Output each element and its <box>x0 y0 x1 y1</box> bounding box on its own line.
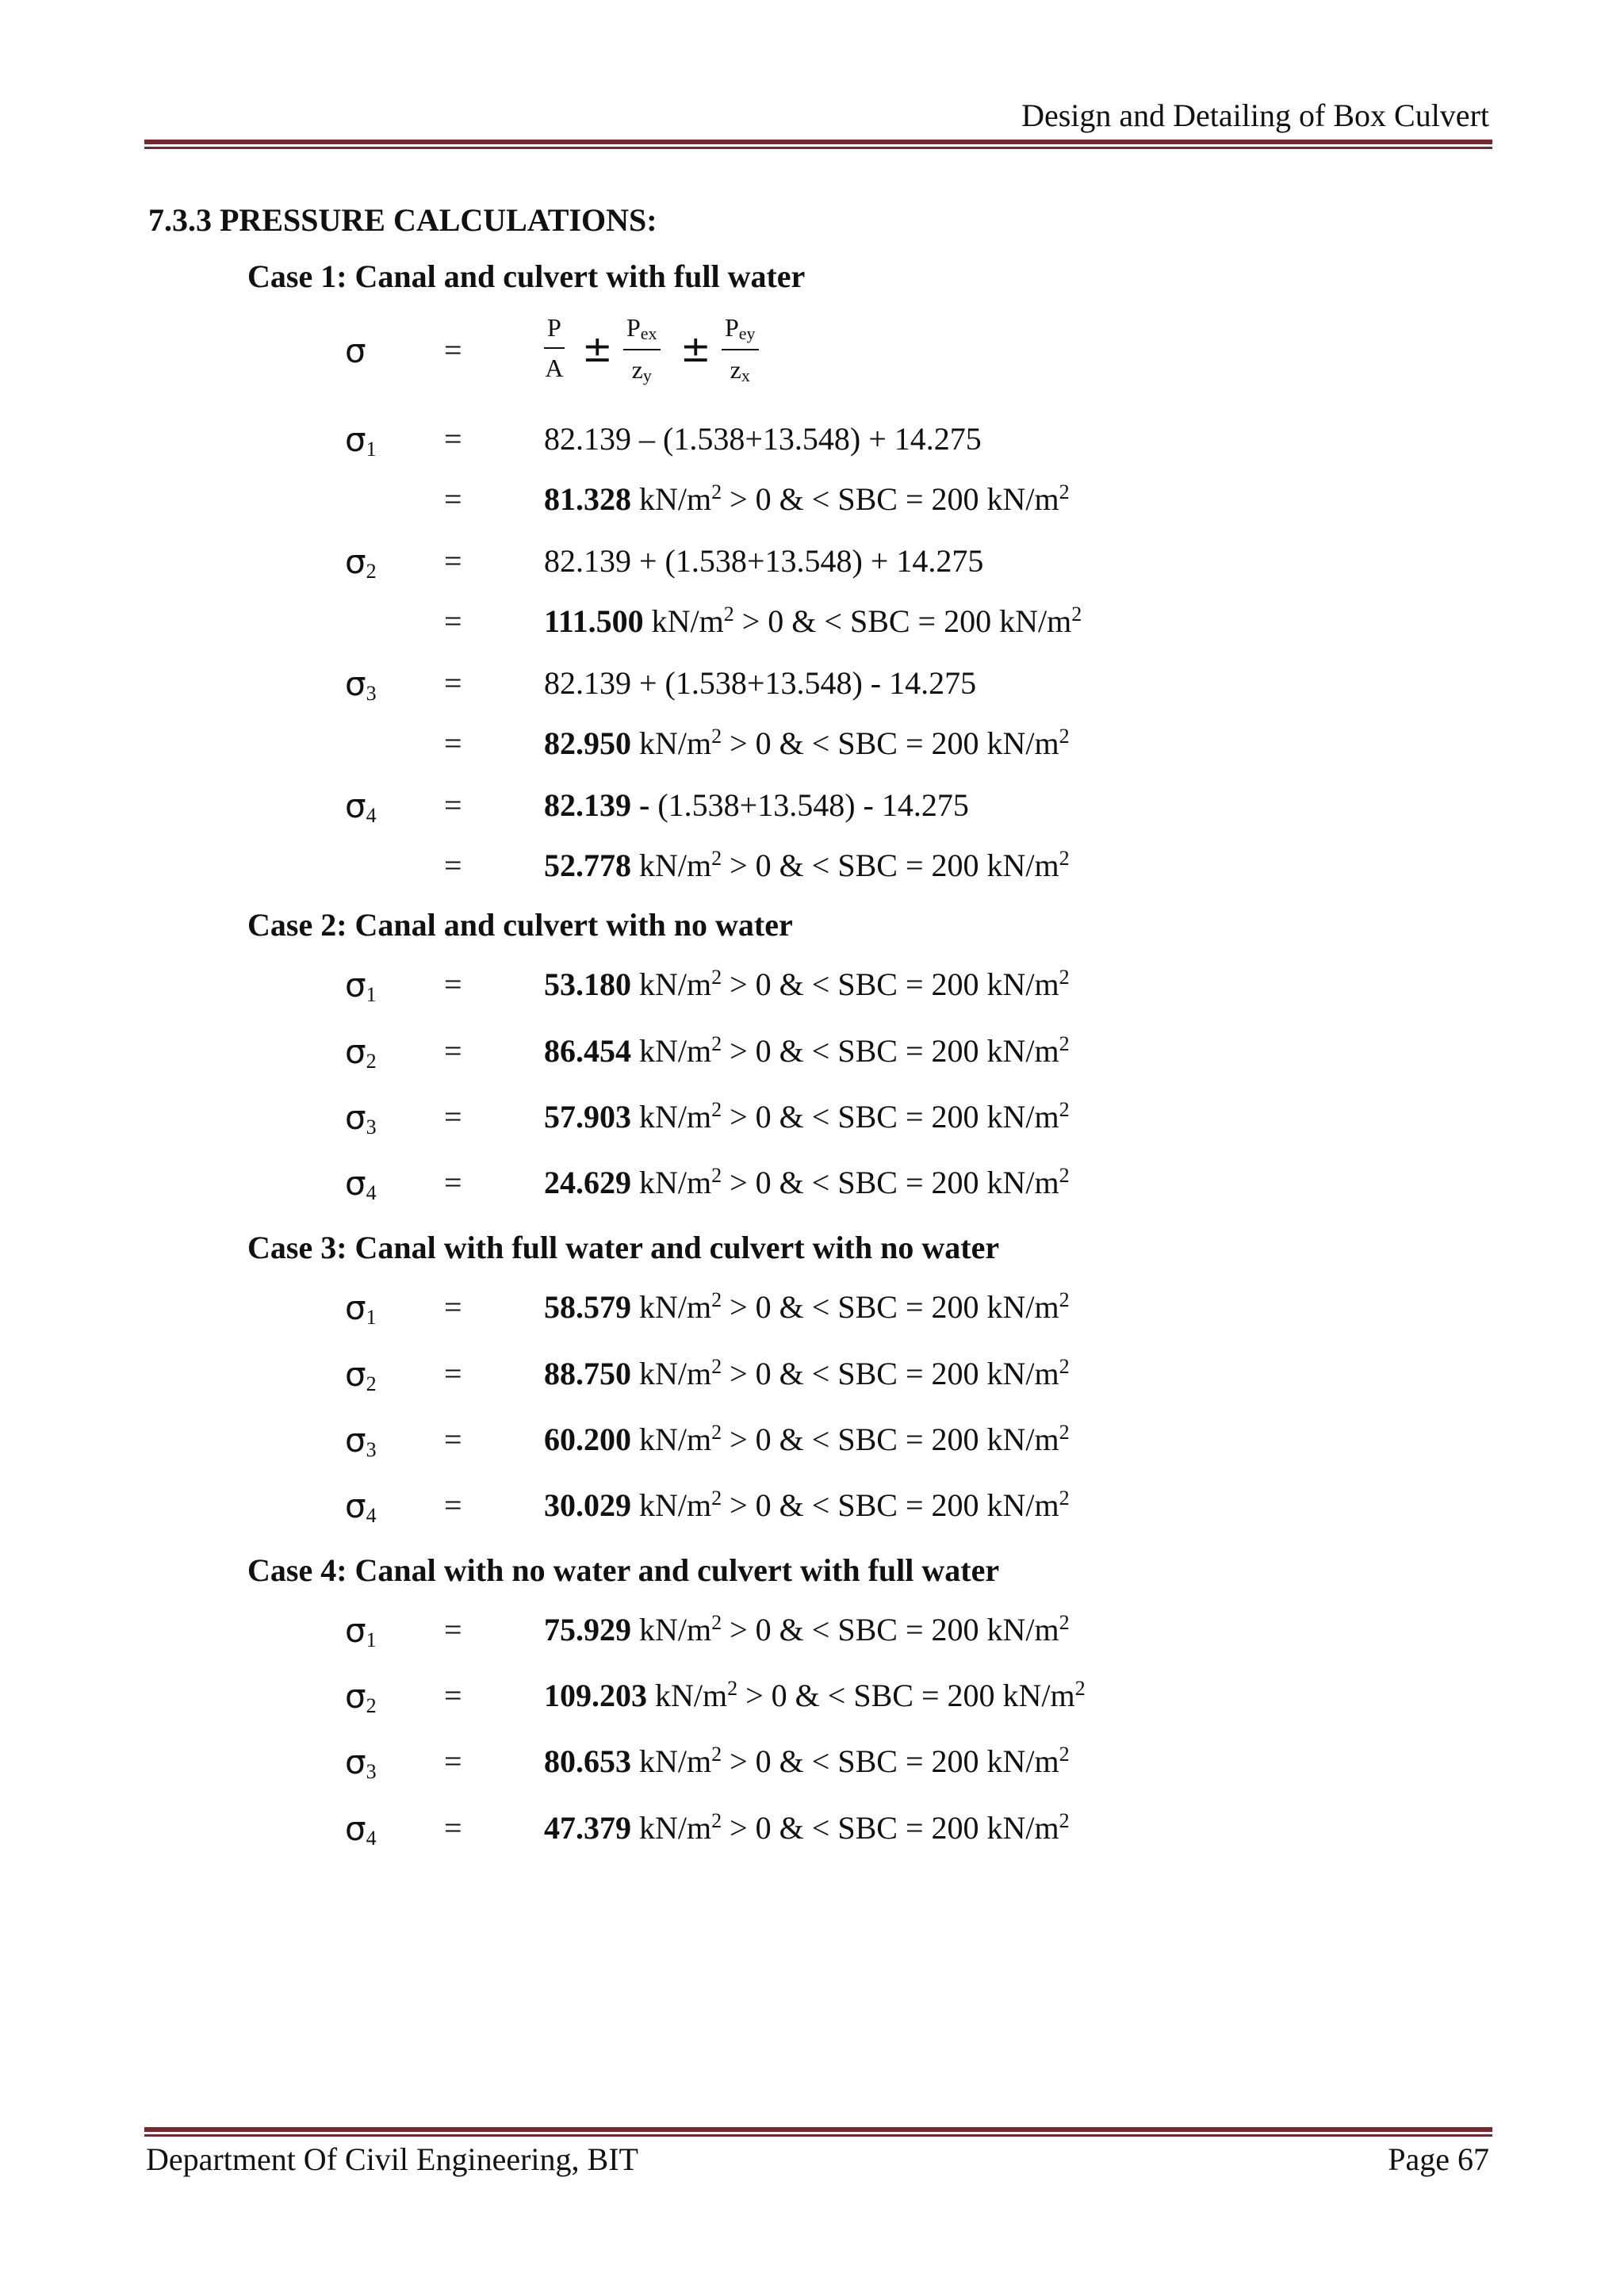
sigma-symbol: $\sigma_4$ <box>345 1487 377 1527</box>
sigma-symbol: $\sigma_2$ <box>345 1355 377 1395</box>
result-value: 109.203 $kN/m^2 > 0$ & < SBC = 200 $kN/m^2$ <box>544 1677 1086 1713</box>
sigma-symbol: $\sigma_3$ <box>345 1743 377 1783</box>
result-value: 60.200 $kN/m^2 > 0$ & < SBC = 200 $kN/m^2$ <box>544 1421 1070 1457</box>
case-4-row: $\sigma_1$ = 75.929 $kN/m^2 > 0$ & < SBC = 200 $kN/m^2$ <box>345 1611 1070 1651</box>
result-value: 111.500 $kN/m^2 > 0$ & < SBC = 200 $kN/m^2$ <box>544 603 1082 639</box>
section-title: 7.3.3 PRESSURE CALCULATIONS: <box>148 202 657 238</box>
case-3-title: Case 3: Canal with full water and culvert with no water <box>247 1230 1000 1265</box>
expression: 82.139 + (1.538+13.548) + 14.275 <box>544 543 984 579</box>
case-1-title: Case 1: Canal and culvert with full water <box>247 258 806 294</box>
case-2-row: $\sigma_1$ = 53.180 $kN/m^2 > 0$ & < SBC = 200 $kN/m^2$ <box>345 966 1070 1006</box>
case-4-row: $\sigma_3$ = 80.653 $kN/m^2 > 0$ & < SBC = 200 $kN/m^2$ <box>345 1743 1070 1783</box>
sigma-symbol: $\sigma_4$ <box>345 1164 377 1204</box>
case-3-row: $\sigma_2$ = 88.750 $kN/m^2 > 0$ & < SBC = 200 $kN/m^2$ <box>345 1355 1070 1395</box>
result-value: 58.579 $kN/m^2 > 0$ & < SBC = 200 $kN/m^2$ <box>544 1288 1070 1325</box>
sigma-symbol: $\sigma_2$ <box>345 542 377 583</box>
case-1-row: $\sigma_3$ = 82.139 + (1.538+13.548) - 14.275 <box>345 664 977 705</box>
sigma-symbol: $\sigma_3$ <box>345 1098 377 1138</box>
sigma-symbol: $\sigma_1$ <box>345 1288 377 1329</box>
result-value: 47.379 $kN/m^2 > 0$ & < SBC = 200 $kN/m^2$ <box>544 1809 1070 1846</box>
result-value: 82.950 $kN/m^2 > 0$ & < SBC = 200 $kN/m^2$ <box>544 725 1070 761</box>
sigma-symbol: σ <box>345 331 366 370</box>
case-2-row: $\sigma_3$ = 57.903 $kN/m^2 > 0$ & < SBC = 200 $kN/m^2$ <box>345 1098 1070 1138</box>
sigma-symbol: $\sigma_2$ <box>345 1032 377 1073</box>
result-value: 81.328 $kN/m^2 > 0$ & < SBC = 200 $kN/m^2$ <box>544 480 1070 517</box>
case-3-row: $\sigma_1$ = 58.579 $kN/m^2 > 0$ & < SBC = 200 $kN/m^2$ <box>345 1288 1070 1329</box>
footer-rule <box>144 2127 1492 2137</box>
sigma-symbol: $\sigma_3$ <box>345 664 377 705</box>
sigma-symbol: $\sigma_1$ <box>345 966 377 1006</box>
result-value: 57.903 $kN/m^2 > 0$ & < SBC = 200 $kN/m^2$ <box>544 1098 1070 1135</box>
expression: 82.139 - (1.538+13.548) - 14.275 <box>544 787 969 823</box>
result-value: 30.029 $kN/m^2 > 0$ & < SBC = 200 $kN/m^2$ <box>544 1487 1070 1523</box>
result-value: 88.750 $kN/m^2 > 0$ & < SBC = 200 $kN/m^2$ <box>544 1355 1070 1391</box>
page-number: Page 67 <box>1388 2141 1489 2177</box>
running-header: Design and Detailing of Box Culvert <box>1021 98 1489 133</box>
case-2-row: $\sigma_4$ = 24.629 $kN/m^2 > 0$ & < SBC = 200 $kN/m^2$ <box>345 1164 1070 1204</box>
case-2-title: Case 2: Canal and culvert with no water <box>247 907 793 943</box>
case-1-row: = 81.328 $kN/m^2 > 0$ & < SBC = 200 $kN/m^2$ <box>444 480 1070 517</box>
case-4-row: $\sigma_2$ = 109.203 $kN/m^2 > 0$ & < SBC = 200 $kN/m^2$ <box>345 1677 1086 1717</box>
case-3-row: $\sigma_3$ = 60.200 $kN/m^2 > 0$ & < SBC = 200 $kN/m^2$ <box>345 1421 1070 1461</box>
case-1-row: $\sigma_4$ = 82.139 - (1.538+13.548) - 14.275 <box>345 786 969 827</box>
case-3-row: $\sigma_4$ = 30.029 $kN/m^2 > 0$ & < SBC = 200 $kN/m^2$ <box>345 1487 1070 1527</box>
equals-sign: = <box>444 332 462 368</box>
fraction-pey-over-zx: $P_{ey}$ $z_x$ <box>722 313 759 386</box>
expression: 82.139 + (1.538+13.548) - 14.275 <box>544 665 977 701</box>
case-2-row: $\sigma_2$ = 86.454 $kN/m^2 > 0$ & < SBC = 200 $kN/m^2$ <box>345 1032 1070 1073</box>
header-rule <box>144 140 1492 149</box>
case-1-row: $\sigma_1$ = 82.139 – (1.538+13.548) + 14.275 <box>345 420 982 461</box>
case-1-row: = 111.500 $kN/m^2 > 0$ & < SBC = 200 $kN/m^2$ <box>444 603 1082 639</box>
case-4-title: Case 4: Canal with no water and culvert with full water <box>247 1552 1000 1588</box>
result-value: 86.454 $kN/m^2 > 0$ & < SBC = 200 $kN/m^2$ <box>544 1032 1070 1069</box>
expression: 82.139 – (1.538+13.548) + 14.275 <box>544 421 982 457</box>
case-1-row: = 82.950 $kN/m^2 > 0$ & < SBC = 200 $kN/m^2$ <box>444 725 1070 761</box>
sigma-symbol: $\sigma_2$ <box>345 1677 377 1717</box>
pressure-formula <box>544 313 861 392</box>
plus-minus-sign: ± <box>582 327 613 370</box>
result-value: 53.180 $kN/m^2 > 0$ & < SBC = 200 $kN/m^2$ <box>544 966 1070 1002</box>
case-1-row: = 52.778 $kN/m^2 > 0$ & < SBC = 200 $kN/m^2$ <box>444 847 1070 883</box>
case-4-row: $\sigma_4$ = 47.379 $kN/m^2 > 0$ & < SBC = 200 $kN/m^2$ <box>345 1809 1070 1850</box>
result-value: 52.778 $kN/m^2 > 0$ & < SBC = 200 $kN/m^2$ <box>544 847 1070 883</box>
sigma-symbol: $\sigma_4$ <box>345 1809 377 1850</box>
footer-department: Department Of Civil Engineering, BIT <box>146 2141 638 2177</box>
plus-minus-sign: ± <box>680 327 711 370</box>
sigma-symbol: $\sigma_1$ <box>345 420 377 461</box>
fraction-p-over-a: $\frac{P}{A}$ <box>545 313 564 382</box>
fraction-pex-over-zy: $P_{ex}$ $z_y$ <box>623 313 661 386</box>
result-value: 80.653 $kN/m^2 > 0$ & < SBC = 200 $kN/m^2$ <box>544 1743 1070 1779</box>
sigma-symbol: $\sigma_1$ <box>345 1611 377 1651</box>
sigma-symbol: $\sigma_3$ <box>345 1421 377 1461</box>
sigma-symbol: $\sigma_4$ <box>345 786 377 827</box>
case-1-row: $\sigma_2$ = 82.139 + (1.538+13.548) + 14.275 <box>345 542 984 583</box>
result-value: 24.629 $kN/m^2 > 0$ & < SBC = 200 $kN/m^2$ <box>544 1164 1070 1200</box>
result-value: 75.929 $kN/m^2 > 0$ & < SBC = 200 $kN/m^2$ <box>544 1611 1070 1647</box>
